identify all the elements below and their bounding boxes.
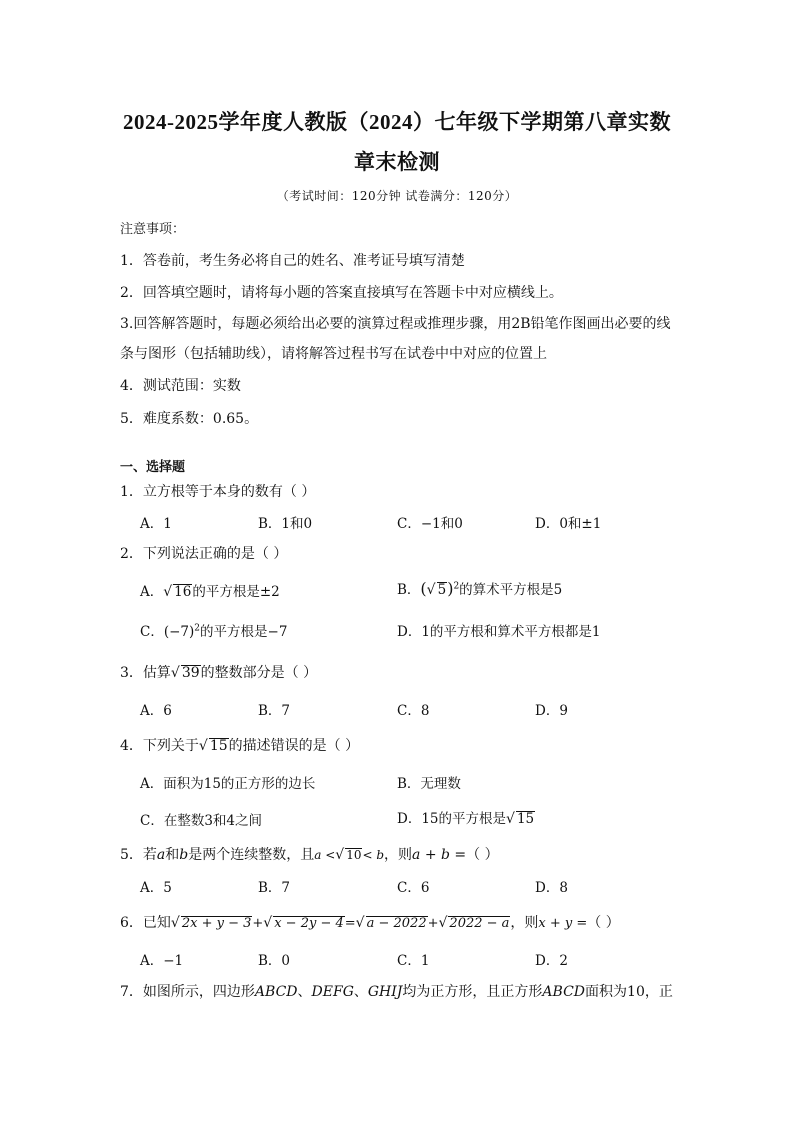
q7-sep-1: 、 [297, 984, 312, 1000]
note-item-2: 2．回答填空题时，请将每小题的答案直接填写在答题卡中对应横线上。 [120, 285, 563, 301]
q6-mid: ，则 [510, 915, 539, 931]
q1-option-a: A．1 [140, 516, 172, 532]
q6-radicand-3: a − 2022 [366, 916, 427, 931]
q7-stem-prefix: 7．如图所示，四边形 [120, 984, 255, 1000]
q7-sep-2: 、 [353, 984, 368, 1000]
q2-c-exponent: 2 [194, 623, 201, 634]
q4-d-prefix: D．15的平方根是 [397, 811, 507, 827]
q5-expression: a + b = [412, 847, 467, 863]
q7-tail: 面积为10，正 [585, 984, 673, 1000]
q2-a-suffix: 的平方根是±2 [192, 584, 280, 600]
q6-radicand-1: 2x + y − 3 [181, 916, 252, 931]
q5-option-a: A．5 [140, 880, 172, 896]
q2-c-prefix: C． [140, 624, 164, 640]
q2-b-prefix: B． [397, 582, 421, 598]
section-heading: 一、选择题 [120, 460, 186, 475]
q5-stem-prefix: 5．若 [120, 847, 157, 863]
q5-stem: 5．若a和b是两个连续整数，且a <√ 10< b，则a + b =（ ） [120, 847, 499, 863]
q2-a-prefix: A． [140, 584, 164, 600]
q3-option-c: C．8 [397, 703, 430, 719]
q3-option-d: D．9 [535, 703, 568, 719]
q4-option-c: C．在整数3和4之间 [140, 813, 263, 829]
exam-title-line1: 2024-2025学年度人教版（2024）七年级下学期第八章实数 [123, 110, 671, 134]
q3-option-b: B．7 [258, 703, 291, 719]
q7-square-2: DEFG [311, 984, 354, 1000]
q3-stem-suffix: 的整数部分是（ ） [200, 665, 318, 681]
q5-ineq-right: < b [362, 848, 385, 862]
q6-option-a: A．−1 [140, 953, 184, 969]
q6-option-b: B．0 [258, 953, 291, 969]
q7-square-4: ABCD [542, 984, 586, 1000]
q7-stem [120, 981, 673, 1001]
exam-title-line2: 章末检测 [354, 150, 440, 174]
q6-stem-prefix: 6．已知 [120, 915, 171, 931]
q4-d-radicand: 15 [516, 811, 535, 827]
q6-option-d: D．2 [535, 953, 568, 969]
q5-var-b: b [179, 847, 189, 863]
q5-option-d: D．8 [535, 880, 568, 896]
q5-ineq-left: a < [314, 848, 336, 862]
note-item-3: 3.回答解答题时，每题必须给出必要的演算过程或推理步骤，用2B铅笔作图画出必要的线 [120, 316, 671, 332]
q2-c-suffix: 的平方根是−7 [200, 624, 288, 640]
q2-option-a: A．√ 16的平方根是±2 [140, 584, 280, 600]
q4-option-b: B．无理数 [397, 776, 461, 792]
q1-option-d: D．0和±1 [535, 516, 602, 532]
q6-expression: x + y = [538, 916, 588, 931]
q4-option-a: A．面积为15的正方形的边长 [140, 776, 316, 792]
q5-var-a: a [156, 847, 166, 863]
q4-stem-suffix: 的描述错误的是（ ） [228, 738, 360, 754]
q2-c-base: (−7) [163, 624, 195, 640]
q3-radicand: 39 [181, 665, 200, 681]
q6-tail: （ ） [587, 915, 620, 931]
exam-info: （考试时间：120分钟 试卷满分：120分） [276, 189, 518, 203]
q6-radicand-2: x − 2y − 4 [274, 916, 344, 931]
q2-stem: 2．下列说法正确的是（ ） [120, 546, 288, 562]
q4-radicand: 15 [209, 738, 228, 754]
q3-stem: 3．估算√ 39的整数部分是（ ） [120, 665, 318, 681]
q7-square-3: GHIJ [367, 984, 403, 1000]
note-item-3-cont: 条与图形（包括辅助线），请将解答过程书写在试卷中中对应的位置上 [120, 346, 547, 362]
q2-option-d: D．1的平方根和算术平方根都是1 [397, 624, 601, 640]
q5-mid2: 是两个连续整数，且 [188, 847, 315, 863]
q6-option-c: C．1 [397, 953, 430, 969]
note-item-4: 4．测试范围：实数 [120, 378, 241, 394]
q4-stem: 4．下列关于√ 15的描述错误的是（ ） [120, 738, 360, 754]
q5-tail: （ ） [466, 847, 499, 863]
q6-plus-1: + [252, 916, 264, 931]
note-item-1: 1．答卷前，考生务必将自己的姓名、准考证号填写清楚 [120, 253, 465, 269]
q4-stem-prefix: 4．下列关于 [120, 738, 199, 754]
q6-equals: = [344, 916, 356, 931]
q6-plus-2: + [427, 916, 439, 931]
q2-b-exponent: 2 [453, 581, 460, 592]
q5-and: 和 [165, 847, 180, 863]
q2-b-suffix: 的算术平方根是5 [459, 582, 563, 598]
q7-square-1: ABCD [254, 984, 298, 1000]
q3-option-a: A．6 [140, 703, 172, 719]
q5-option-b: B．7 [258, 880, 291, 896]
q2-option-b: B．(√ 5)$^2$的算术平方根是5 [397, 579, 563, 598]
q3-stem-prefix: 3．估算 [120, 665, 171, 681]
notes-label: 注意事项： [120, 222, 186, 237]
q1-option-c: C．−1和0 [397, 516, 463, 532]
q6-radicand-4: 2022 − a [449, 916, 510, 931]
q1-stem: 1．立方根等于本身的数有（ ） [120, 484, 316, 500]
q2-a-radicand: 16 [174, 584, 192, 600]
q1-option-b: B．1和0 [258, 516, 313, 532]
q2-b-radicand: 5 [437, 582, 447, 598]
q2-option-c [140, 620, 287, 640]
q4-option-d: D．15的平方根是√ 15 [397, 811, 535, 827]
note-item-5: 5．难度系数：0.65。 [120, 411, 259, 427]
q5-mid3: ，则 [384, 847, 413, 863]
q7-mid: 均为正方形，且正方形 [402, 984, 543, 1000]
q5-radicand: 10 [346, 848, 362, 862]
q6-stem: 6．已知√ 2x + y − 3+√ x − 2y − 4=√ a − 2022+√ 2022 − a，则x + y =（ ） [120, 915, 620, 931]
q5-option-c: C．6 [397, 880, 430, 896]
